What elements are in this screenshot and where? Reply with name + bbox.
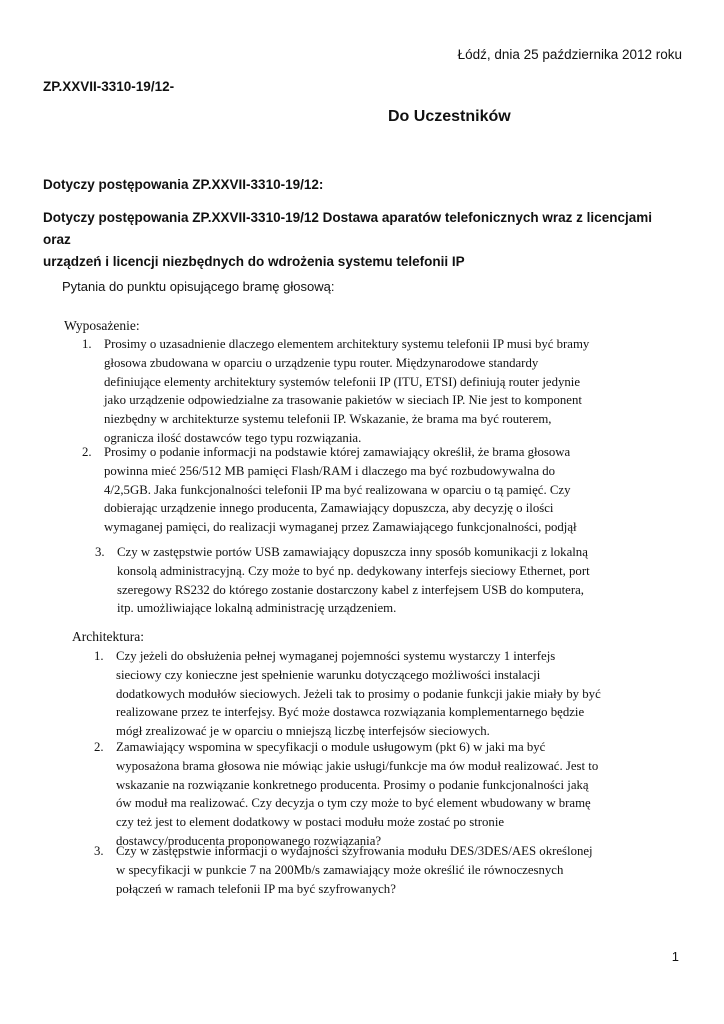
- item-number: 3.: [95, 545, 105, 559]
- list-item: [95, 543, 695, 623]
- item-line: konsolą administracyjną. Czy może to być np. dedykowany interfejs sieciowy Ethernet, port: [117, 563, 590, 578]
- item-line: wyposażona brama głosowa nie mówiąc jakie usługi/funkcje ma ów moduł realizować. Jest to: [116, 758, 599, 773]
- item-line: Czy w zastępstwie informacji o wydajności szyfrowania modułu DES/3DES/AES określonej: [116, 844, 593, 858]
- item-line: 4/2,5GB. Jaka funkcjonalności telefonii IP ma być realizowana w oparciu o tą pamięć. Czy: [104, 482, 571, 497]
- list-item: [82, 335, 682, 455]
- item-line: wymaganej pamięci, do realizacji wymaganej przez Zamawiającego funkcjonalności, podjął: [104, 520, 577, 535]
- section-label-wyposazenie: Wyposażenie:: [64, 318, 140, 333]
- questions-heading: Pytania do punktu opisującego bramę głosową:: [62, 279, 335, 294]
- item-line: definiujące elementy architektury systemów telefonii IP (ITU, ETSI) definiują router jedynie: [104, 374, 581, 389]
- item-line: mógł zrealizować je w oparciu o mniejszą liczbę interfejsów sieciowych.: [116, 724, 490, 739]
- page-number: 1: [671, 949, 679, 964]
- item-line: dostawcy/producenta proponowanego rozwiązania?: [116, 833, 382, 848]
- item-line: wskazanie na rozwiązanie konkretnego producenta. Prosimy o podanie funkcjonalności jaką: [116, 777, 589, 792]
- item-line: ów moduł ma realizować. Czy decyzja o tym czy może to być element wbudowany w bramę: [116, 796, 591, 811]
- item-number: 1.: [82, 337, 92, 351]
- item-line: Zamawiający wspomina w specyfikacji o module usługowym (pkt 6) w jaki ma być: [116, 740, 546, 754]
- item-line: jako urządzenie odpowiedzialne za trasowanie pakietów w sieciach IP. Nie jest to komponent: [104, 393, 582, 408]
- addressee: Do Uczestników: [388, 108, 511, 125]
- list-item: [94, 738, 694, 858]
- item-line: Czy jeżeli do obsłużenia pełnej wymaganej pojemności systemu wystarczy 1 interfejs: [116, 649, 556, 663]
- subject-description-line: Dotyczy postępowania ZP.XXVII-3310-19/12 Dostawa aparatów telefonicznych wraz z licencjami oraz: [43, 210, 652, 247]
- item-line: dodatkowych modułów sieciowych. Jeżeli tak to prosimy o podanie funkcji jakie miały by być: [116, 686, 601, 701]
- section-label-architektura: Architektura:: [72, 629, 144, 644]
- item-line: dobierając urządzenie innego producenta, Zamawiający dopuszcza, aby decyzję o ilości: [104, 501, 554, 516]
- list-item: [82, 443, 682, 543]
- place-date: Łódź, dnia 25 października 2012 roku: [457, 47, 682, 62]
- item-line: realizowane przez te interfejsy. Być może dostawca rozwiązania komplementarnego będzie: [116, 705, 585, 720]
- item-line: powinna mieć 256/512 MB pamięci Flash/RAM i dlaczego ma być rozbudowywalna do: [104, 463, 555, 478]
- item-number: 1.: [94, 649, 104, 663]
- item-number: 2.: [82, 445, 92, 459]
- subject-description: [43, 207, 683, 273]
- subject-description-line: urządzeń i licencji niezbędnych do wdrożenia systemu telefonii IP: [43, 254, 465, 269]
- subject-line: Dotyczy postępowania ZP.XXVII-3310-19/12:: [43, 177, 324, 192]
- item-line: ogranicza ilość dostawców tego typu rozwiązania.: [104, 430, 362, 445]
- item-line: w specyfikacji w punkcie 7 na 200Mb/s zamawiający może określić ile równoczesnych: [116, 862, 564, 877]
- item-line: czy też jest to element dodatkowy w postaci modułu może zostać po stronie: [116, 815, 505, 830]
- item-line: niezbędny w architekturze systemu telefonii IP. Wskazanie, że brama ma być routerem,: [104, 412, 552, 427]
- item-line: Prosimy o uzasadnienie dlaczego elementem architektury systemu telefonii IP musi być bramy: [104, 337, 590, 351]
- item-line: Prosimy o podanie informacji na podstawie której zamawiający określił, że brama głosowa: [104, 445, 571, 459]
- reference-number: ZP.XXVII-3310-19/12-: [43, 79, 175, 94]
- item-line: szeregowy RS232 do którego zostanie dostarczony kabel z interfejsem USB do komputera,: [117, 582, 584, 597]
- item-line: itp. umożliwiające lokalną administrację urządzeniem.: [117, 601, 397, 616]
- item-line: Czy w zastępstwie portów USB zamawiający dopuszcza inny sposób komunikacji z lokalną: [117, 545, 588, 559]
- item-line: połączeń w ramach telefonii IP ma być szyfrowanych?: [116, 881, 396, 896]
- item-line: głosowa zbudowana w oparciu o urządzenie typu router. Międzynarodowe standardy: [104, 355, 539, 370]
- item-number: 2.: [94, 740, 104, 754]
- list-item: [94, 842, 694, 902]
- item-line: sieciowy czy konieczne jest spełnienie warunku dotyczącego możliwości instalacji: [116, 667, 541, 682]
- list-item: [94, 647, 694, 747]
- item-number: 3.: [94, 844, 104, 858]
